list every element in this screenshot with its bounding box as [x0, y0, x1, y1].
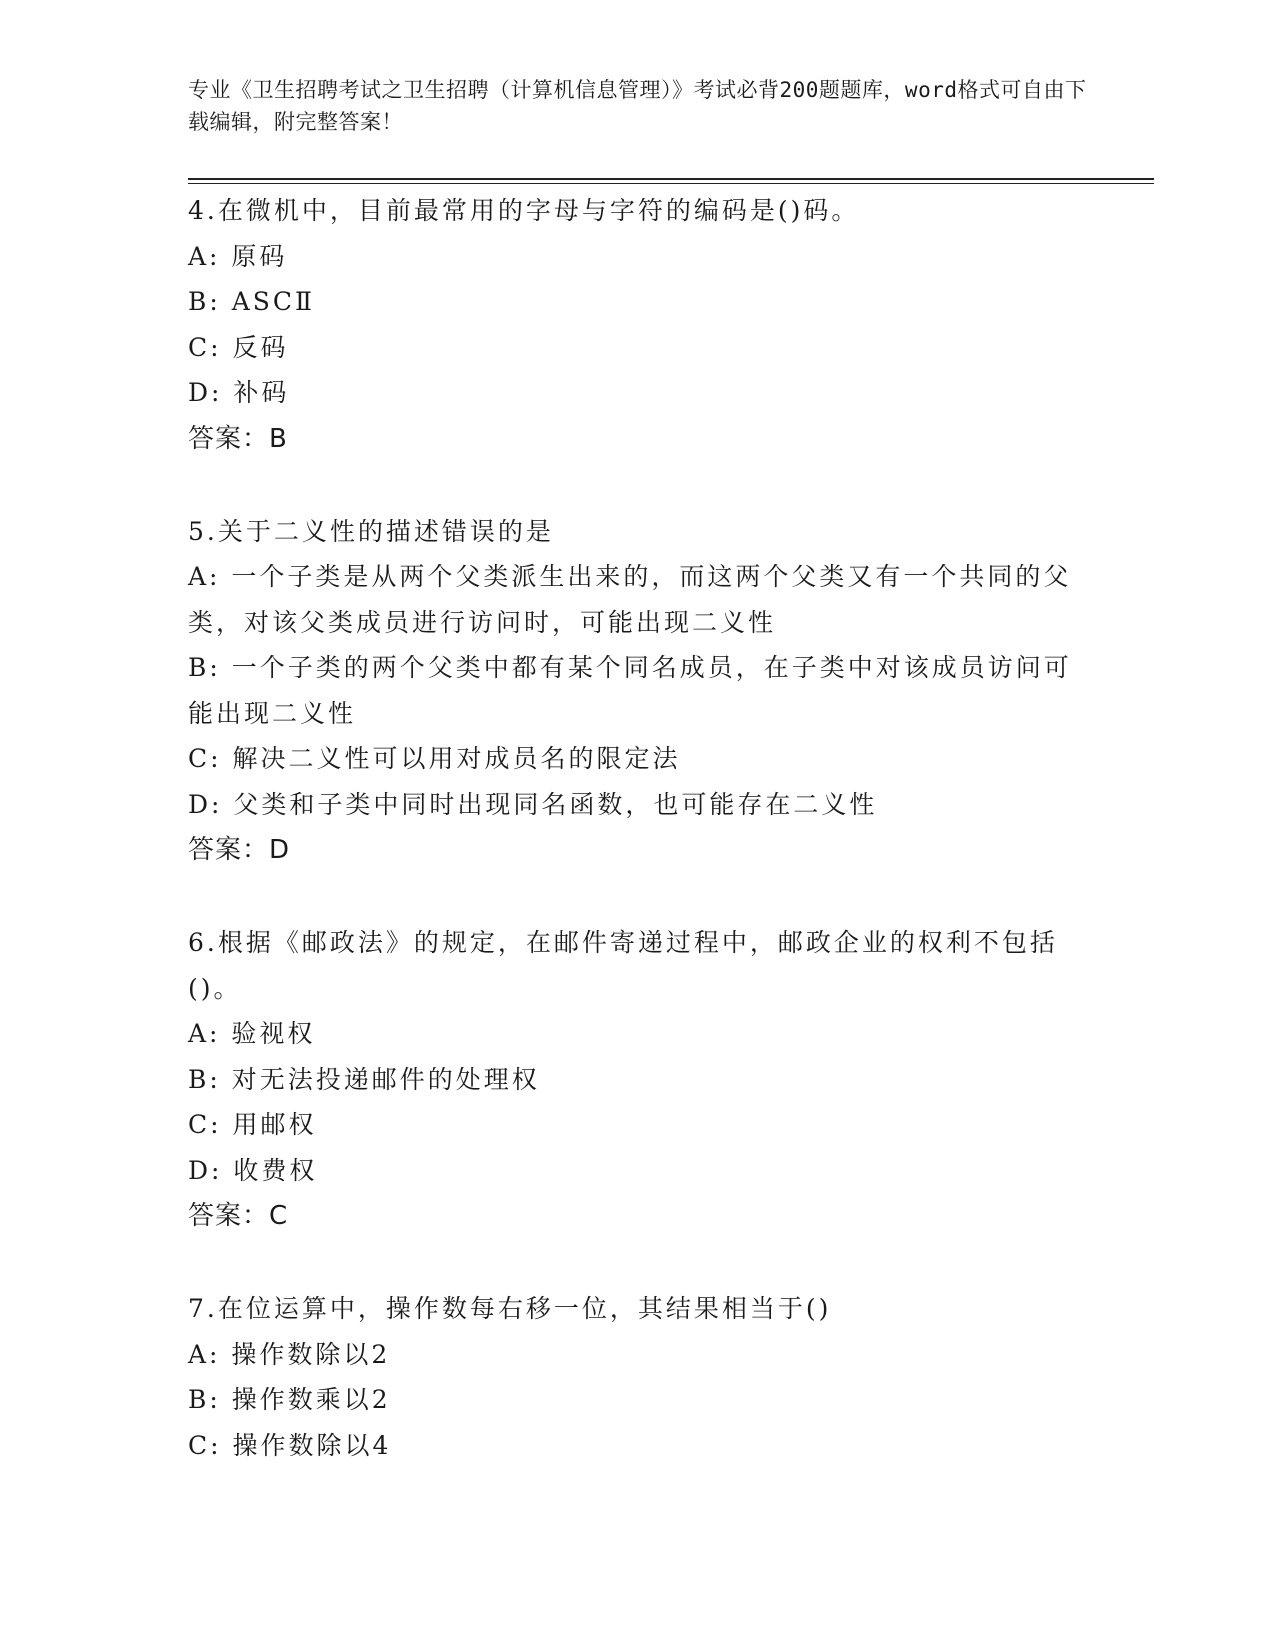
- option-b: B: 一个子类的两个父类中都有某个同名成员，在子类中对该成员访问可能出现二义性: [188, 653, 1072, 728]
- document-header: 专业《卫生招聘考试之卫生招聘（计算机信息管理）》考试必背200题题库，word格式可自由下载编辑，附完整答案！: [188, 78, 1087, 134]
- question-4: [188, 188, 1078, 462]
- option-c: C: 操作数除以4: [188, 1430, 392, 1460]
- option-d: D: 补码: [188, 378, 290, 407]
- option-c: C: 反码: [188, 332, 289, 362]
- option-b: B: 对无法投递邮件的处理权: [188, 1064, 540, 1094]
- header-divider-thick: [188, 178, 1154, 180]
- answer-label: 答案：C: [188, 1201, 289, 1231]
- question-stem: 6.根据《邮政法》的规定，在邮件寄递过程中，邮政企业的权利不包括()。: [188, 928, 1058, 1003]
- header-divider-thin: [188, 183, 1154, 184]
- answer-label: 答案：B: [188, 423, 288, 454]
- option-d: D: 父类和子类中同时出现同名函数，也可能存在二义性: [188, 789, 878, 819]
- question-5: [188, 509, 1078, 874]
- question-stem: 5.关于二义性的描述错误的是: [188, 516, 554, 546]
- option-a: A: 验视权: [188, 1019, 316, 1048]
- answer-label: 答案：D: [188, 835, 291, 865]
- option-a: A: 操作数除以2: [188, 1339, 391, 1369]
- option-b: B: ASCⅡ: [188, 287, 316, 316]
- question-stem: 4.在微机中，目前最常用的字母与字符的编码是()码。: [188, 196, 860, 225]
- option-b: B: 操作数乘以2: [188, 1385, 391, 1414]
- option-a: A: 原码: [188, 241, 288, 271]
- question-6: [188, 920, 1078, 1239]
- option-d: D: 收费权: [188, 1155, 318, 1185]
- option-a: A: 一个子类是从两个父类派生出来的，而这两个父类又有一个共同的父类，对该父类成员进行访问时，可能出现二义性: [188, 562, 1072, 637]
- question-list: [188, 188, 1078, 1515]
- question-7: [188, 1286, 1078, 1468]
- option-c: C: 解决二义性可以用对成员名的限定法: [188, 744, 681, 773]
- option-c: C: 用邮权: [188, 1110, 317, 1139]
- question-stem: 7.在位运算中，操作数每右移一位，其结果相当于(): [188, 1294, 832, 1323]
